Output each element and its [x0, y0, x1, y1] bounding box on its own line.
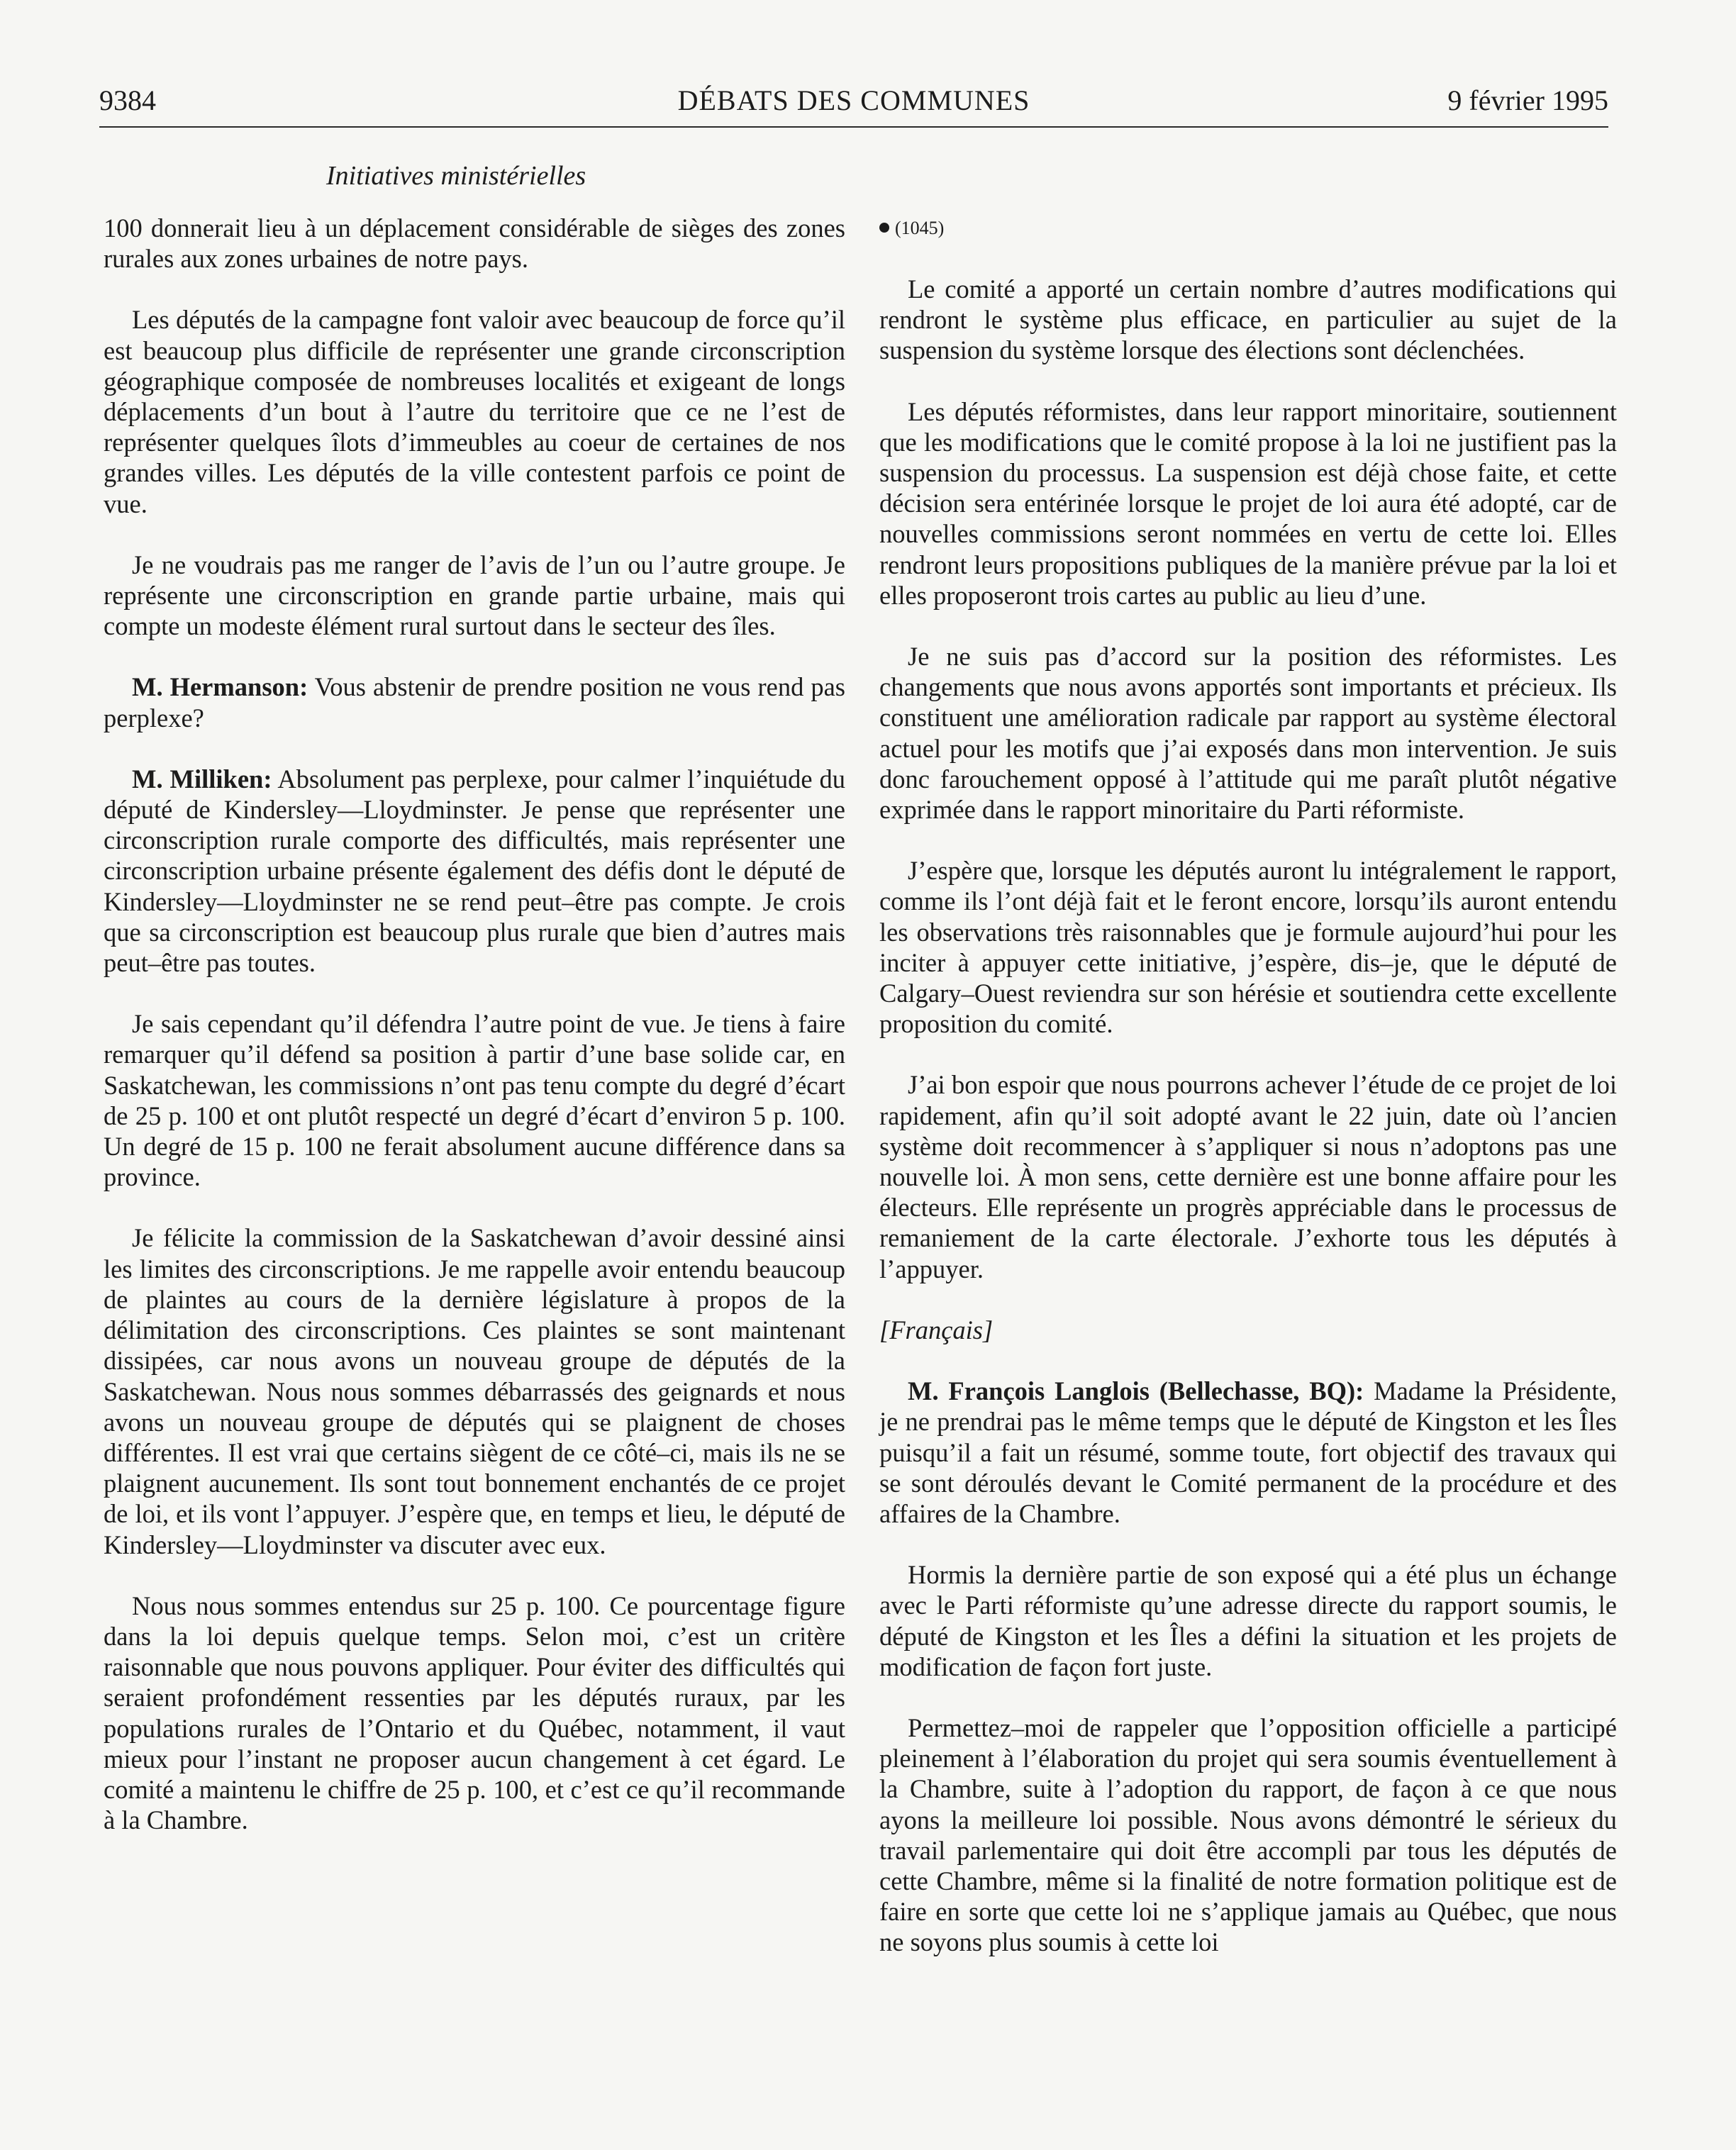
time-marker	[879, 213, 1617, 243]
running-header	[99, 84, 1608, 126]
paragraph: Les députés réformistes, dans leur rapport minoritaire, soutiennent que les modifications que le comité propose à la loi ne justifient pas la suspension du processus. La suspension est déjà chose faite, et cette décision sera entérinée lorsque le projet de loi aura été adopté, car de nouvelles commissions seront nommées en vertu de cette loi. Elles rendront leurs propositions publiques de la manière prévue par la loi et elles proposeront trois cartes au public au lieu d’une.	[879, 396, 1617, 610]
paragraph: Je ne voudrais pas me ranger de l’avis de l’un ou l’autre groupe. Je représente une circonscription en grande partie urbaine, mais qui compte un modeste élément rural surtout dans le secteur des îles.	[104, 550, 845, 641]
paragraph: J’ai bon espoir que nous pourrons achever l’étude de ce projet de loi rapidement, afin qu’il soit adopté avant le 22 juin, date où l’ancien système doit recommencer à s’appliquer si nous n’adoptons pas une nouvelle loi. À mon sens, cette dernière est une bonne affaire pour les électeurs. Elle représente un progrès appréciable dans le processus de remaniement de la carte électorale. J’exhorte tous les députés à l’appuyer.	[879, 1070, 1617, 1283]
speaker-name: M. Hermanson:	[132, 672, 308, 702]
header-rule	[99, 126, 1608, 128]
speech-text: Absolument pas perplexe, pour calmer l’inquiétude du député de Kindersley—Lloydminster. Je pense que représenter une circonscription rurale comporte des difficultés, mais représenter une circonscription urbaine présente également des défis dont le député de Kindersley—Lloydminster ne se rend peut–être pas compte. Je crois que sa circonscription est beaucoup plus rurale que bien d’autres mais peut–être pas toutes.	[104, 764, 846, 978]
paragraph: Les députés de la campagne font valoir avec beaucoup de force qu’il est beaucoup plus difficile de représenter une grande circonscription géographique composée de nombreuses localités et exigeant de longs déplacements d’un bout à l’autre du territoire que ce ne l’est de représenter quelques îlots d’immeubles au coeur de certaines de nos grandes villes. Les députés de la ville contestent parfois ce point de vue.	[104, 305, 845, 518]
speech-paragraph	[879, 1376, 1617, 1529]
paragraph: Je félicite la commission de la Saskatchewan d’avoir dessiné ainsi les limites des circonscriptions. Je me rappelle avoir entendu beaucoup de plaintes au cours de la dernière législature à propos de la délimitation des circonscriptions. Ces plaintes se sont maintenant dissipées, car nous avons un nouveau groupe de députés de la Saskatchewan. Nous nous sommes débarrassés des geignards et nous avons un nouveau groupe de députés qui se plaignent de choses différentes. Il est vrai que certains siègent de ce côté–ci, mais ils ne se plaignent aucunement. Ils sont tout bonnement enchantés de ce projet de loi, et ils vont l’appuyer. J’espère que, en temps et lieu, le député de Kindersley—Lloydminster va discuter avec eux.	[104, 1223, 845, 1559]
header-date: 9 février 1995	[1447, 84, 1608, 116]
speaker-name: M. François Langlois (Bellechasse, BQ):	[908, 1376, 1364, 1406]
paragraph: Le comité a apporté un certain nombre d’autres modifications qui rendront le système plus efficace, en particulier au sujet de la suspension du système lorsque des élections sont déclenchées.	[879, 274, 1617, 365]
paragraph: Je ne suis pas d’accord sur la position des réformistes. Les changements que nous avons apportés sont importants et précieux. Ils constituent une amélioration radicale par rapport au système électoral actuel pour les motifs que j’ai exposés dans mon intervention. Je suis donc farouchement opposé à l’attitude qui me paraît plutôt négative exprimée dans le rapport minoritaire du Parti réformiste.	[879, 642, 1617, 825]
speech-paragraph	[104, 672, 845, 733]
left-column	[104, 213, 845, 1835]
publication-title: DÉBATS DES COMMUNES	[677, 84, 1030, 116]
paragraph: 100 donnerait lieu à un déplacement considérable de sièges des zones rurales aux zones urbaines de notre pays.	[104, 213, 845, 274]
bullet-icon	[879, 223, 889, 233]
time-marker-text: (1045)	[895, 218, 945, 238]
speaker-name: M. Milliken:	[132, 764, 272, 793]
paragraph: Hormis la dernière partie de son exposé qui a été plus un échange avec le Parti réformiste qu’une adresse directe du rapport soumis, le député de Kingston et les Îles a défini la situation et les projets de modification de façon fort juste.	[879, 1560, 1617, 1681]
speech-text: Vous abstenir de prendre position ne vous rend pas perplexe?	[104, 672, 845, 733]
paragraph: Permettez–moi de rappeler que l’opposition officielle a participé pleinement à l’élaboration du projet qui sera soumis éventuellement à la Chambre, suite à l’adoption du rapport, de façon à ce que nous ayons la meilleure loi possible. Nous avons démontré le sérieux du travail parlementaire qui doit être accompli par tous les députés de cette Chambre, même si la finalité de notre formation politique est de faire en sorte que cette loi ne s’applique jamais au Québec, que nous ne soyons plus soumis à cette loi	[879, 1712, 1617, 1957]
paragraph: Je sais cependant qu’il défendra l’autre point de vue. Je tiens à faire remarquer qu’il défend sa position à partir d’une base solide car, en Saskatchewan, les commissions n’ont pas tenu compte du degré d’écart de 25 p. 100 et ont plutôt respecté un degré d’écart d’environ 5 p. 100. Un degré de 15 p. 100 ne ferait absolument aucune différence dans sa province.	[104, 1009, 845, 1192]
paragraph: Nous nous sommes entendus sur 25 p. 100. Ce pourcentage figure dans la loi depuis quelque temps. Selon moi, c’est un critère raisonnable que nous pouvons appliquer. Pour éviter des difficultés qui seraient profondément ressenties par les députés ruraux, par les populations rurales de l’Ontario et du Québec, notamment, il vaut mieux pour l’instant ne proposer aucun changement à cet égard. Le comité a maintenu le chiffre de 25 p. 100, et c’est ce qu’il recommande à la Chambre.	[104, 1591, 845, 1835]
section-title: Initiatives ministérielles	[326, 161, 586, 191]
language-tag: [Français]	[879, 1315, 994, 1344]
speech-paragraph	[104, 764, 845, 978]
right-column	[879, 213, 1617, 1958]
paragraph: J’espère que, lorsque les députés auront lu intégralement le rapport, comme ils l’ont déjà fait et le feront encore, lorsqu’ils auront entendu les observations très raisonnables que je formule aujourd’hui pour les inciter à appuyer cette initiative, j’espère, dis–je, que le député de Calgary–Ouest reviendra sur son hérésie et soutiendra cette excellente proposition du comité.	[879, 856, 1617, 1039]
speech-text: Madame la Présidente, je ne prendrai pas le même temps que le député de Kingston et les Îles puisqu’il a fait un résumé, somme toute, fort objectif des travaux qui se sont déroulés devant le Comité permanent de la procédure et des affaires de la Chambre.	[879, 1376, 1617, 1528]
page-number: 9384	[99, 84, 156, 116]
